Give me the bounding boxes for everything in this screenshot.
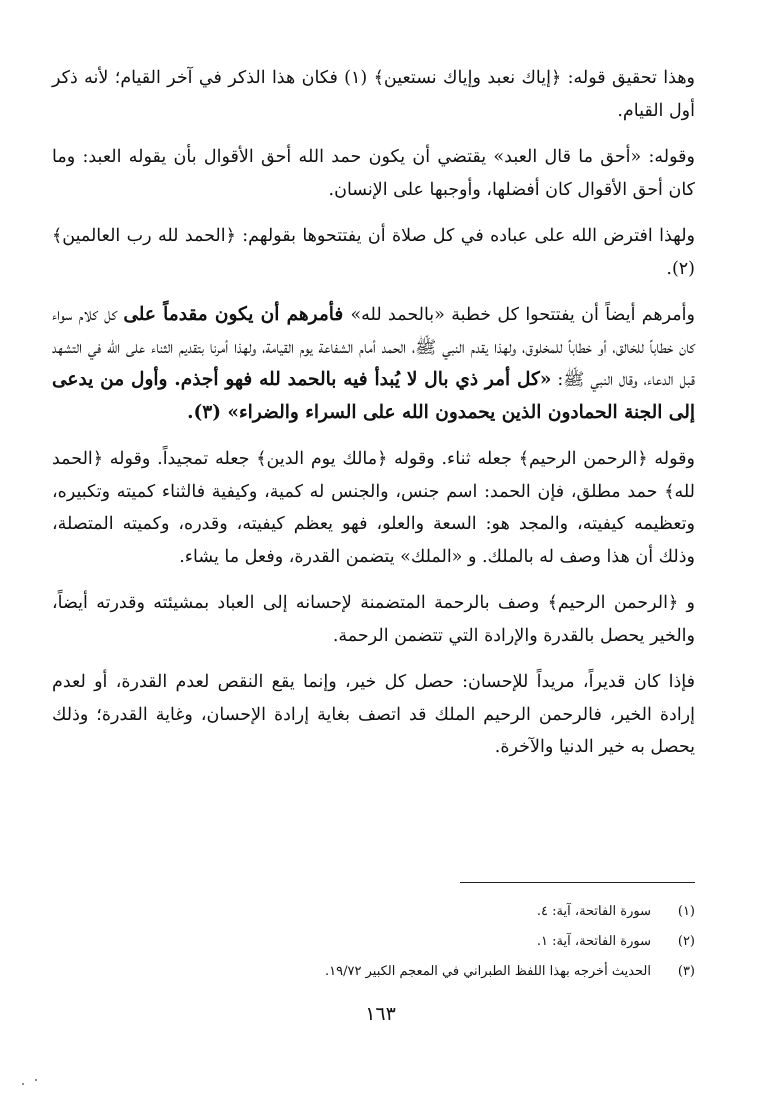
footnote-2 bbox=[52, 927, 695, 957]
footnote-marker: (٢) bbox=[677, 934, 695, 949]
footnote-marker: (٣) bbox=[677, 964, 695, 979]
footnote-text: سورة الفاتحة، آية: ٤. bbox=[536, 904, 651, 919]
scan-speck bbox=[22, 1083, 24, 1085]
paragraph-4 bbox=[52, 299, 695, 429]
footnote-marker: (١) bbox=[677, 904, 695, 919]
footnotes bbox=[52, 897, 695, 987]
paragraph-6: و ﴿الرحمن الرحيم﴾ وصف بالرحمة المتضمنة لإحسانه إلى العباد بمشيئته وقدرته أيضاً، والخير يحصل بالقدرة والإرادة التي تتضمن الرحمة. bbox=[52, 593, 695, 646]
hadith-quote: «كل أمر ذي بال لا يُبدأ فيه بالحمد لله فهو أجذم. وأول من يدعى إلى الجنة الحمادون الذين يحمدون الله على السراء والضراء» (٣). bbox=[52, 369, 695, 423]
scan-speck bbox=[35, 1079, 37, 1081]
paragraph-4-body: كل كلام سواء كان خطاباً للخالق، أو خطاباً للمخلوق، ولهذا يقدم النبي ﷺ، الحمد أمام الشفاعة يوم القيامة، ولهذا أمرنا بتقديم الثناء على الله في التشهد قبل الدعاء، وقال النبي ﷺ: bbox=[52, 305, 696, 390]
main-text bbox=[52, 62, 695, 764]
page-number: ١٦٣ bbox=[365, 1003, 396, 1025]
footnote-text: الحديث أخرجه بهذا اللفظ الطبراني في المعجم الكبير ١٩/٧٢. bbox=[325, 964, 651, 979]
paragraph-3: ولهذا افترض الله على عباده في كل صلاة أن يفتتحوها بقولهم: ﴿الحمد لله رب العالمين﴾ (٢). bbox=[52, 226, 695, 279]
footnote-3 bbox=[52, 957, 695, 987]
paragraph-7: فإذا كان قديراً، مريداً للإحسان: حصل كل خير، وإنما يقع النقص لعدم القدرة، أو لعدم إرادة الخير، فالرحمن الرحيم الملك قد اتصف بغاية إرادة الإحسان، وغاية القدرة؛ وذلك يحصل به خير الدنيا والآخرة. bbox=[52, 672, 695, 757]
paragraph-5: وقوله ﴿الرحمن الرحيم﴾ جعله ثناء. وقوله ﴿مالك يوم الدين﴾ جعله تمجيداً. وقوله ﴿الحمد لله﴾ حمد مطلق، فإن الحمد: اسم جنس، والجنس له كمية، وكيفية فالثناء كميته وتكبيره، وتعظيمه كيفيته، والمجد هو: السعة والعلو، فهو يعظم كيفيته، وقدره، وكميته المتصلة، وذلك أن هذا وصف له بالملك. و «الملك» يتضمن القدرة، وفعل ما يشاء. bbox=[52, 449, 695, 567]
paragraph-4-intro: وأمرهم أيضاً أن يفتتحوا كل خطبة «بالحمد لله» bbox=[350, 305, 695, 325]
footnote-1 bbox=[52, 897, 695, 927]
paragraph-4-emphasis: فأمرهم أن يكون مقدماً على bbox=[123, 304, 351, 325]
footnote-separator bbox=[460, 882, 695, 883]
footnote-text: سورة الفاتحة، آية: ١. bbox=[536, 934, 651, 949]
paragraph-1: وهذا تحقيق قوله: ﴿إياك نعبد وإياك نستعين﴾ (١) فكان هذا الذكر في آخر القيام؛ لأنه ذكر أول القيام. bbox=[52, 68, 696, 121]
paragraph-2: وقوله: «أحق ما قال العبد» يقتضي أن يكون حمد الله أحق الأقوال بأن يقوله العبد: وما كان أحق الأقوال كان أفضلها، وأوجبها على الإنسان. bbox=[52, 147, 695, 200]
